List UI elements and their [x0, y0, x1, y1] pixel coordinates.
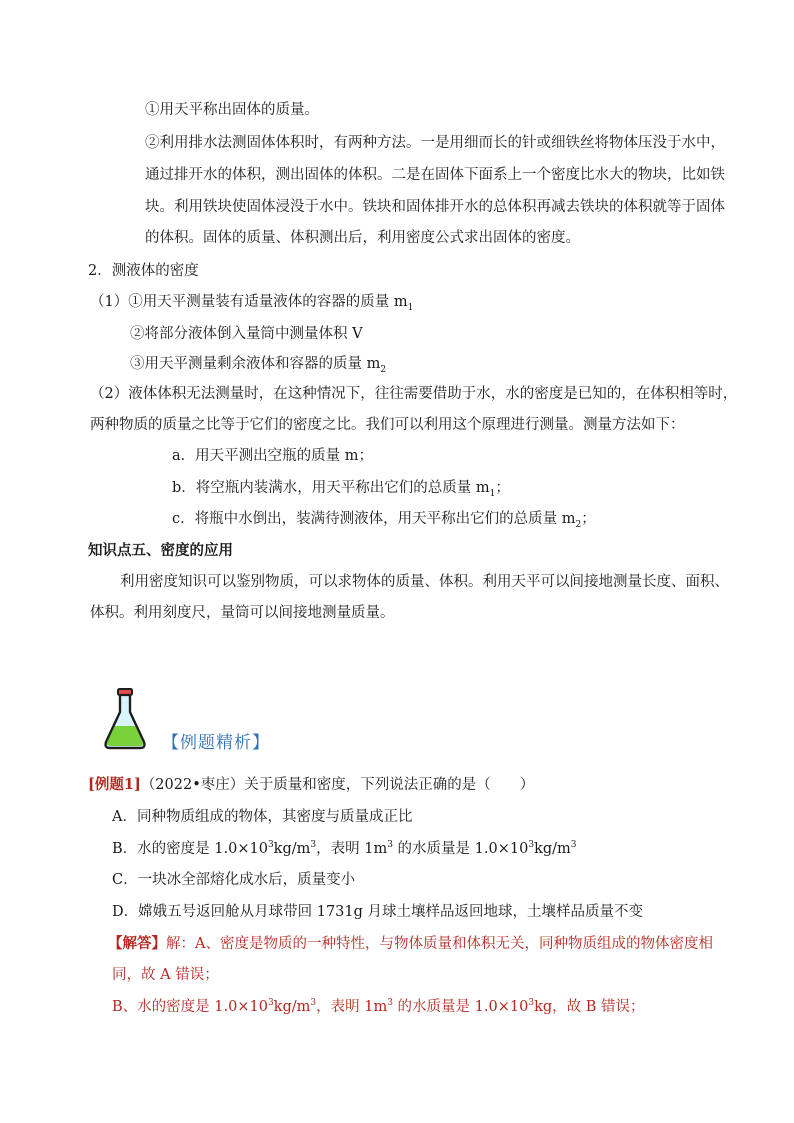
text-line: 块。利用铁块使固体浸没于水中。铁块和固体排开水的总体积再减去铁块的体积就等于固体	[145, 199, 725, 215]
answer-tag: 【解答】	[108, 935, 166, 952]
option-c: C．一块冰全部熔化成水后，质量变小	[112, 872, 356, 888]
option-a: A．同种物质组成的物体，其密度与质量成正比	[112, 809, 413, 825]
question-tag: [例题1]	[88, 776, 141, 793]
text-line: ①用天平称出固体的质量。	[145, 102, 319, 118]
answer-line: B、水的密度是 $1.0\times 10^3kg/m^3$，表明 $1m^3$ 的水质量是 $1.0\times 10^3kg$，故 B 错误；	[112, 998, 645, 1015]
step-a: a．用天平测出空瓶的质量 m；	[172, 448, 374, 464]
text-line: （1）①用天平测量装有适量液体的容器的质量 $m_1$	[90, 294, 414, 313]
option-b: B．水的密度是 $1.0\times 10^3kg/m^3$，表明 $1m^3$ 的水质量是 $1.0\times 10^3kg/m^3$	[112, 840, 577, 857]
text-line: （2）液体体积无法测量时，在这种情况下，往往需要借助于水，水的密度是已知的，在体积相等时，	[90, 386, 738, 402]
step-c: c．将瓶中水倒出，装满待测液体，用天平称出它们的总质量 $m_2$；	[172, 511, 596, 530]
answer-line: 同，故 A 错误；	[112, 967, 219, 983]
text-line: 的体积。固体的质量、体积测出后，利用密度公式求出固体的密度。	[145, 230, 580, 246]
text-line: 通过排开水的体积，测出固体的体积。二是在固体下面系上一个密度比水大的物块，比如铁	[145, 167, 725, 183]
question-stem: [例题1]（2022•枣庄）关于质量和密度，下列说法正确的是（ ）	[88, 776, 535, 793]
text-line: ②利用排水法测固体体积时，有两种方法。一是用细而长的针或细铁丝将物体压没于水中，	[145, 135, 725, 151]
text-line: ③用天平测量剩余液体和容器的质量 $m_2$	[130, 356, 387, 375]
text-line: 体积。利用刻度尺，量筒可以间接地测量质量。	[90, 605, 395, 621]
text-line: 两种物质的质量之比等于它们的密度之比。我们可以利用这个原理进行测量。测量方法如下：	[90, 417, 685, 433]
text-line: ②将部分液体倒入量筒中测量体积 V	[130, 326, 363, 342]
step-b: b．将空瓶内装满水，用天平称出它们的总质量 $m_1$；	[172, 480, 510, 499]
answer-line: 【解答】解：A、密度是物质的一种特性，与物体质量和体积无关，同种物质组成的物体密度相	[108, 935, 713, 952]
section-heading: 知识点五、密度的应用	[88, 542, 233, 559]
option-d: D．嫦娥五号返回舱从月球带回 1731g 月球土壤样品返回地球，土壤样品质量不变	[112, 904, 644, 920]
text-line: 利用密度知识可以鉴别物质，可以求物体的质量、体积。利用天平可以间接地测量长度、面积、	[120, 574, 729, 590]
flask-icon	[103, 688, 147, 750]
section-heading: 2．测液体的密度	[88, 263, 199, 279]
example-section-header: 【例题精析】	[162, 733, 270, 753]
